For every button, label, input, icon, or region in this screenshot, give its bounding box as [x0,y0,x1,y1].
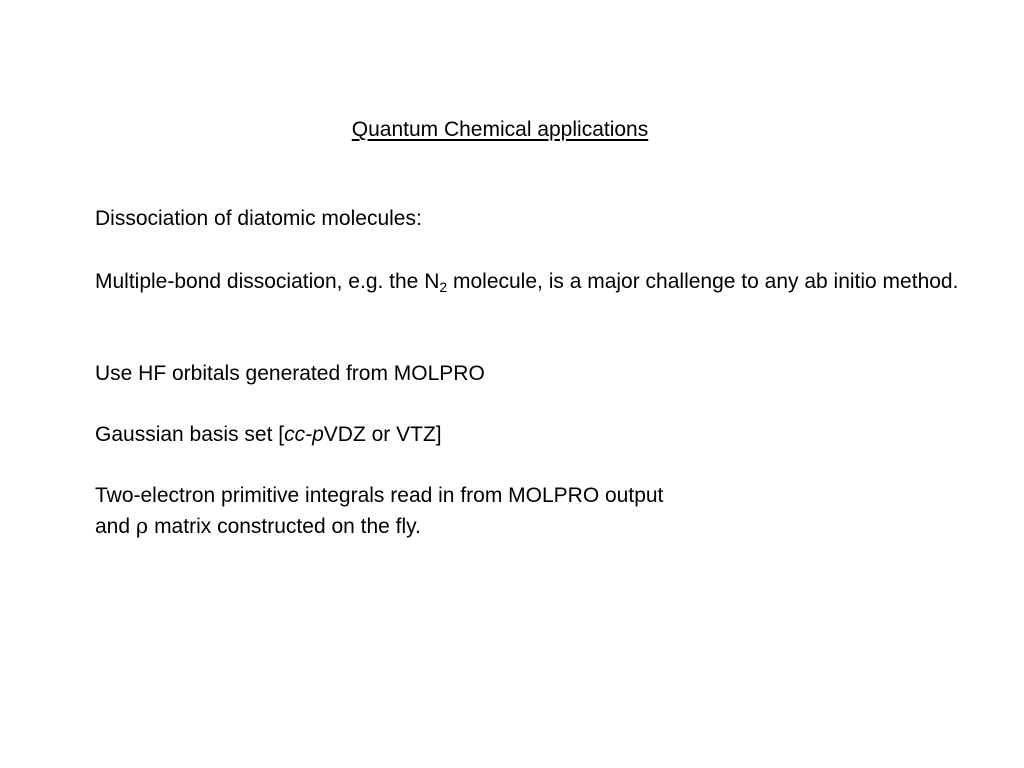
basis-text-start: Gaussian basis set [ [95,423,285,446]
integrals-line2-end: matrix constructed on the fly. [148,515,421,538]
integrals-line2-start: and [95,515,136,538]
basis-italic: cc-p [284,423,324,446]
rho-symbol: ρ [135,514,149,538]
basis-set-line [95,419,995,450]
basis-text-end: VDZ or VTZ] [323,423,442,446]
n2-subscript: 2 [439,279,448,295]
integrals-line1: Two-electron primitive integrals read in from MOLPRO output [95,484,664,507]
integrals-paragraph [95,480,995,542]
multibond-paragraph [95,266,995,297]
multibond-text-start: Multiple-bond dissociation, e.g. the N [95,270,440,293]
hf-orbitals-line: Use HF orbitals generated from MOLPRO [95,362,485,385]
slide-title: Quantum Chemical applications [351,118,649,141]
multibond-text-end: molecule, is a major challenge to any ab initio method. [447,270,959,293]
section-heading: Dissociation of diatomic molecules: [95,207,422,230]
